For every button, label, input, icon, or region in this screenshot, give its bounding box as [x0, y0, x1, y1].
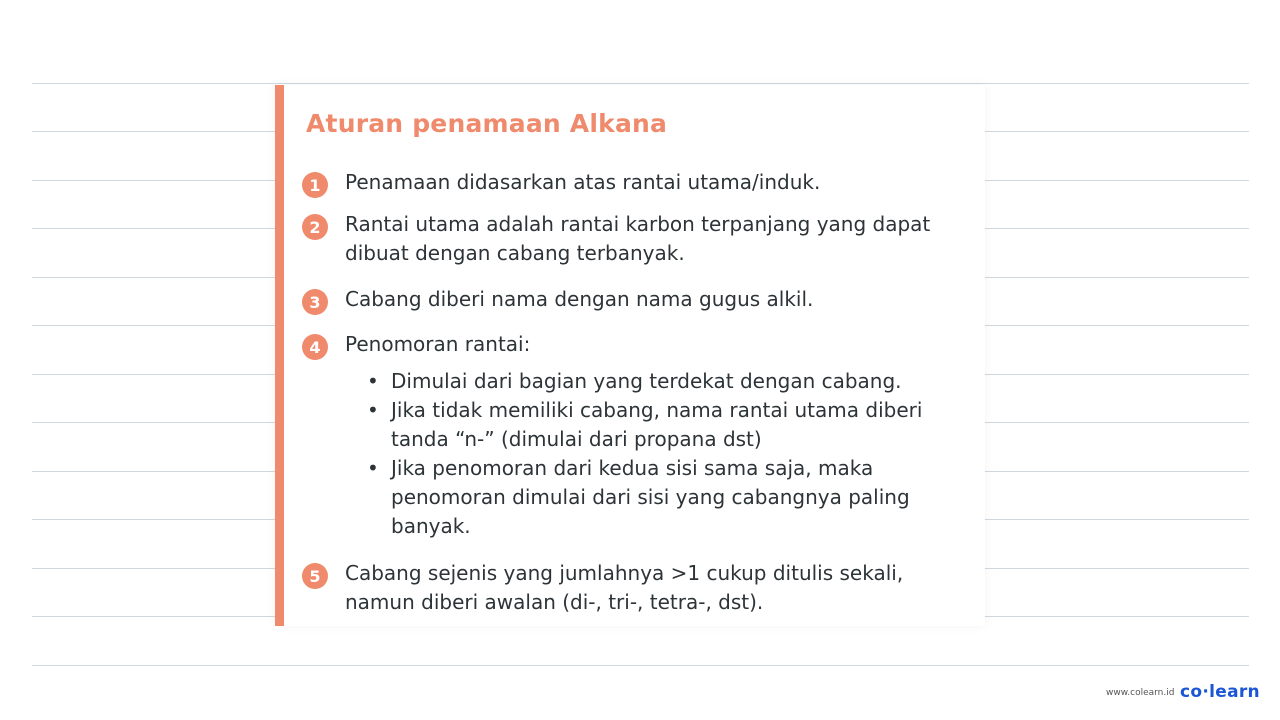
- rule-text: Cabang sejenis yang jumlahnya >1 cukup ditulis sekali, namun diberi awalan (di-, tri-, tetra-, dst).: [345, 561, 904, 614]
- bullet-icon: •: [367, 398, 379, 422]
- sub-rule-text: Jika penomoran dari kedua sisi sama saja, maka penomoran dimulai dari sisi yang cabangnya paling banyak.: [391, 456, 910, 538]
- rule-text: Cabang diberi nama dengan nama gugus alkil.: [345, 287, 814, 311]
- number-badge-icon: 5: [302, 563, 328, 589]
- sub-rule-list: [367, 367, 947, 541]
- rule-text: Penomoran rantai:: [345, 332, 531, 356]
- number-badge-icon: 2: [302, 214, 328, 240]
- number-badge-icon: 4: [302, 334, 328, 360]
- list-item: [367, 454, 947, 541]
- list-item: [367, 367, 947, 396]
- ruled-line: [32, 665, 1249, 666]
- ruled-line: [32, 83, 1249, 84]
- sub-rule-text: Dimulai dari bagian yang terdekat dengan cabang.: [391, 369, 902, 393]
- rule-text: Penamaan didasarkan atas rantai utama/induk.: [345, 170, 821, 194]
- card-title: Aturan penamaan Alkana: [306, 109, 668, 138]
- card-accent-bar: [275, 85, 284, 626]
- bullet-icon: •: [367, 456, 379, 480]
- bullet-icon: •: [367, 369, 379, 393]
- rules-card: [275, 85, 985, 626]
- number-badge-icon: 3: [302, 289, 328, 315]
- sub-rule-text: Jika tidak memiliki cabang, nama rantai utama diberi tanda “n-” (dimulai dari propana dst): [391, 398, 923, 451]
- colearn-logo: co·learn: [1180, 682, 1260, 702]
- footer-url: www.colearn.id: [1106, 688, 1175, 698]
- list-item: [367, 396, 947, 454]
- number-badge-icon: 1: [302, 172, 328, 198]
- rule-text: Rantai utama adalah rantai karbon terpanjang yang dapat dibuat dengan cabang terbanyak.: [345, 212, 931, 265]
